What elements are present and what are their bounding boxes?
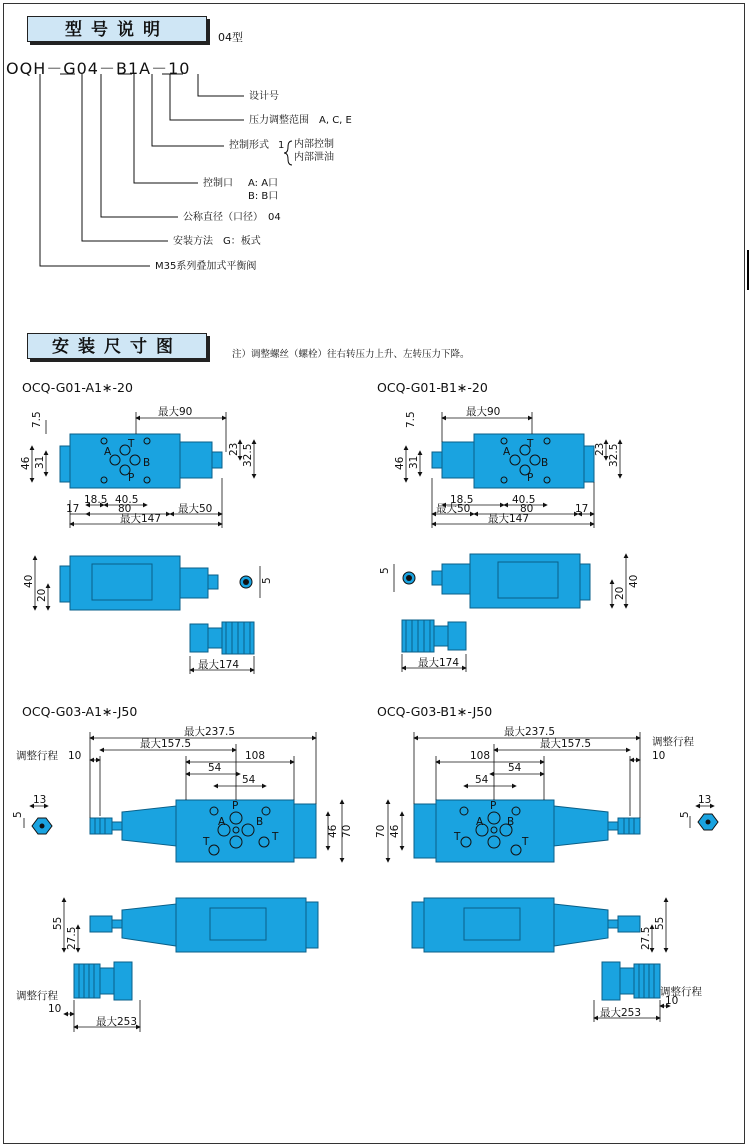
g01b1-port-t: T: [527, 438, 534, 450]
g03a1-dim-70: 70: [341, 824, 353, 838]
g03a1-dim-46: 46: [327, 824, 339, 838]
install-note: 注）调整螺丝（螺栓）往右转压力上升、左转压力下降。: [232, 349, 470, 360]
g01b1-dim-31: 31: [408, 455, 420, 469]
g01b1-dim-40-5: 40.5: [512, 494, 536, 506]
g01b1-port-a: A: [503, 446, 511, 458]
g03b1-dim-54a: 54: [508, 762, 522, 774]
g01b1-dim-40: 40: [628, 574, 640, 588]
g03b1-dim-5: 5: [679, 811, 691, 818]
g03a1-dim-max253: 最大253: [96, 1016, 138, 1028]
g03b1-side-view: [412, 898, 640, 952]
g03b1-top-view: [414, 800, 640, 862]
g03a1-label-stroke-top: 调整行程: [16, 750, 58, 762]
g01b1-dim-max174: 最大174: [418, 657, 460, 669]
g01b1-dim-max50: 最大50: [436, 503, 471, 515]
g03b1-dim-46: 46: [389, 824, 401, 838]
g03a1-port-t2: T: [272, 831, 279, 843]
g03b1-port-b: B: [507, 816, 515, 828]
g01b1-dim-17: 17: [575, 503, 589, 515]
g03a1-dim-10-bottom: 10: [48, 1003, 62, 1015]
g03a1-port-a: A: [218, 816, 226, 828]
g03a1-dim-54a: 54: [208, 762, 222, 774]
model-item-diameter: 公称直径（口径） 04: [183, 212, 281, 223]
g03b1-knob-view: [602, 962, 660, 1000]
g03b1-label-stroke-top: 调整行程: [652, 736, 694, 748]
g03a1-dim-max157-5: 最大157.5: [140, 738, 192, 750]
g03b1-dim-10-bottom: 10: [665, 995, 679, 1007]
g03a1-dim-5: 5: [12, 811, 24, 818]
g03b1-dim-54b: 54: [475, 774, 489, 786]
g03b1-dim-13: 13: [698, 794, 712, 806]
g03a1-port-p: P: [232, 800, 239, 812]
g03a1-port-b: B: [256, 816, 264, 828]
g03a1-dim-55: 55: [52, 916, 64, 930]
g03b1-dim-max253: 最大253: [600, 1007, 642, 1019]
g01a1-port-t: T: [128, 438, 135, 450]
g01a1-dim-max147: 最大147: [120, 513, 162, 525]
model-item-control-form-opt2: 内部泄油: [294, 152, 334, 163]
g01a1-dim-20: 20: [36, 588, 48, 602]
g03a1-dim-27-5: 27.5: [66, 926, 78, 950]
g01b1-dim-7-5: 7.5: [405, 411, 417, 428]
g01a1-dim-max50: 最大50: [178, 503, 213, 515]
model-item-control-port-b: B: B口: [248, 191, 279, 202]
g03a1-dim-10-top: 10: [68, 750, 82, 762]
g03a1-dim-13: 13: [33, 794, 47, 806]
g01a1-dim-80: 80: [118, 503, 132, 515]
model-section-title: 型号说明: [27, 16, 207, 42]
model-item-control-form: 控制形式: [229, 140, 269, 151]
g01b1-dim-46: 46: [394, 456, 406, 470]
model-item-control-port: 控制口: [203, 178, 233, 189]
model-item-mounting: 安装方法 G：板式: [173, 236, 261, 247]
g01a1-dim-40: 40: [23, 574, 35, 588]
g03b1-dim-27-5: 27.5: [640, 926, 652, 950]
drawing-title-g01-a1: OCQ-G01-A1∗-20: [22, 380, 133, 395]
g03a1-dim-108: 108: [245, 750, 266, 762]
g03b1-port-p: P: [490, 800, 497, 812]
g01b1-dim-23: 23: [594, 442, 606, 456]
g01b1-dim-18-5: 18.5: [450, 494, 474, 506]
g01b1-port-p: P: [527, 472, 534, 484]
g01a1-port-b: B: [143, 457, 151, 469]
model-item-control-form-no: 1: [278, 140, 285, 151]
g01b1-dim-max90: 最大90: [466, 406, 501, 418]
g03b1-port-t2: T: [522, 836, 529, 848]
g01a1-port-a: A: [104, 446, 112, 458]
drawing-title-g03-a1: OCQ-G03-A1∗-J50: [22, 704, 138, 719]
g03a1-port-t1: T: [203, 836, 210, 848]
g01b1-dim-5: 5: [379, 567, 391, 574]
drawing-title-g03-b1: OCQ-G03-B1∗-J50: [377, 704, 493, 719]
g03b1-port-a: A: [476, 816, 484, 828]
g01b1-dim-max147: 最大147: [488, 513, 530, 525]
g01a1-dim-5: 5: [261, 577, 273, 584]
g01b1-dim-32-5: 32.5: [608, 443, 620, 467]
g01b1-dim-80: 80: [520, 503, 534, 515]
install-section-title: 安装尺寸图: [27, 333, 207, 359]
g01a1-dim-max90: 最大90: [158, 406, 193, 418]
g03a1-dim-54b: 54: [242, 774, 256, 786]
drawing-title-g01-b1: OCQ-G01-B1∗-20: [377, 380, 488, 395]
g03b1-dim-70: 70: [375, 824, 387, 838]
g03b1-dim-max157-5: 最大157.5: [540, 738, 592, 750]
g01a1-dim-31: 31: [34, 455, 46, 469]
model-code: OQH－G04－B1A－10: [6, 59, 191, 78]
model-item-control-form-opt1: 内部控制: [294, 139, 334, 150]
g01a1-dim-32-5: 32.5: [242, 443, 254, 467]
model-subtitle: 04型: [218, 31, 243, 44]
g01a1-dim-max174: 最大174: [198, 659, 240, 671]
g01a1-dim-23: 23: [228, 442, 240, 456]
g01a1-dim-18-5: 18.5: [84, 494, 108, 506]
model-item-series: M35系列叠加式平衡阀: [155, 261, 257, 272]
g01a1-dim-46: 46: [20, 456, 32, 470]
g03b1-dim-108: 108: [470, 750, 491, 762]
g03a1-label-stroke-bottom: 调整行程: [16, 990, 58, 1002]
g01b1-dim-20: 20: [614, 586, 626, 600]
g03b1-port-t1: T: [454, 831, 461, 843]
g01a1-dim-7-5: 7.5: [31, 411, 43, 428]
model-item-pressure-range: 压力调整范围 A, C, E: [249, 115, 352, 126]
g01a1-port-p: P: [128, 472, 135, 484]
g01a1-dim-40-5: 40.5: [115, 494, 139, 506]
g03b1-dim-10-top: 10: [652, 750, 666, 762]
g03b1-label-stroke-bottom: 调整行程: [660, 986, 702, 998]
g03a1-dim-max237-5: 最大237.5: [184, 726, 236, 738]
g03b1-dim-max237-5: 最大237.5: [504, 726, 556, 738]
model-item-control-port-a: A: A口: [248, 178, 279, 189]
g01b1-port-b: B: [541, 457, 549, 469]
g01a1-dim-17: 17: [66, 503, 80, 515]
g03b1-dim-55: 55: [654, 916, 666, 930]
model-item-design-no: 设计号: [249, 91, 279, 102]
